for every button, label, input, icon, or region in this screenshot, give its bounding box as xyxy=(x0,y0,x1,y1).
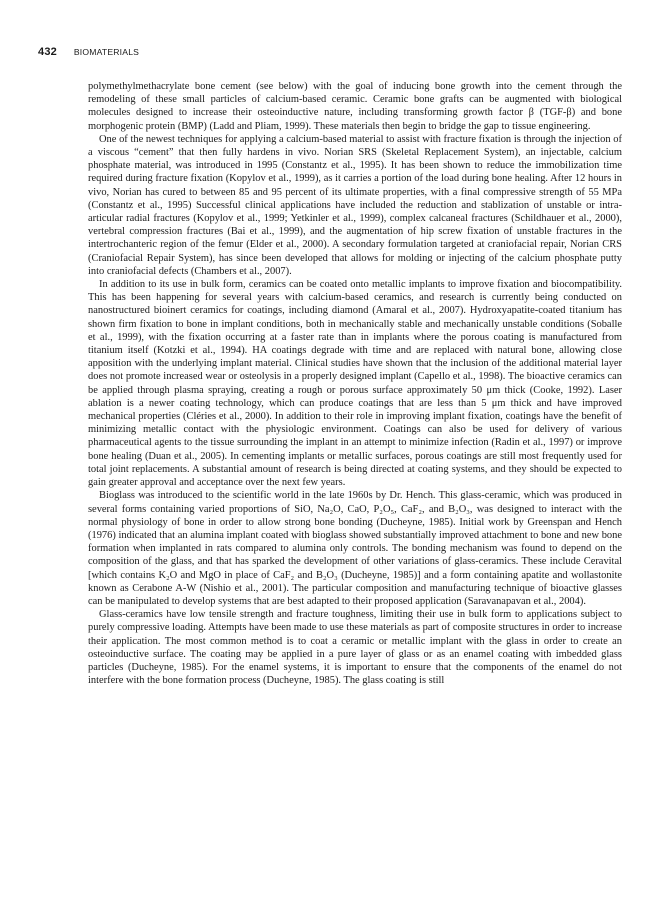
paragraph-bioglass: Bioglass was introduced to the scientific world in the late 1960s by Dr. Hench. This glass-ceramic, which was produced in several forms containing varied proportions of SiO, Na₂O, CaO, P₂O₅, CaF₂, and B₂O₃, was designed to interact with the normal physiology of bone in order to allow strong bone bonding (Ducheyne, 1985). Initial work by Greenspan and Hench (1976) indicated that an alumina implant coated with bioglass showed substantially improved attachment to bone and new bone formation when implanted in rats compared to alumina only controls. The bonding mechanism was found to depend on the composition of the glass, and that has sparked the development of other variations of glass-ceramics. These include Ceravital [which contains K₂O and MgO in place of CaF₂ and B₂O₃ (Ducheyne, 1985)] and a form containing apatite and wollastonite known as Cerabone A-W (Nishio et al., 2001). The particular composition and manufacturing technique of bioactive glasses can be manipulated to develop systems that are best adapted to their proposed application (Saravanapavan et al., 2004). xyxy=(88,490,622,607)
paragraph-coatings: In addition to its use in bulk form, ceramics can be coated onto metallic implants to improve fixation and biocompatibility. This has been happening for several years with calcium-based ceramics, and research is currently being conducted on nanostructured bioinert ceramics for coatings, including diamond (Amaral et al., 2007). Hydroxyapatite-coated titanium has shown firm fixation to bone in implant conditions, both in mechanically stable and mechanically unstable conditions (Soballe et al., 1999), with the fixation occurring at a faster rate than in implants where the porous coating is manufactured from titanium itself (Kotzki et al., 1994). HA coatings degrade with time and are replaced with natural bone, allowing close apposition with the underlying implant material. Clinical studies have shown that the inclusion of the additional material layer does not promote increased wear or osteolysis in a properly designed implant (Capello et al., 1998). The bioactive ceramics can be applied through plasma spraying, creating a rough or porous surface approximately 50 μm thick (Cooke, 1992). Laser ablation is a newer coating technology, which can produce coatings that are less than 5 μm thick and have improved mechanical properties (Cléries et al., 2000). In addition to their role in improving implant fixation, coatings have the benefit of minimizing metallic contact with the physiologic environment. Coatings can also be used for delivery of various pharmaceutical agents to the tissue surrounding the implant in an attempt to minimize infection (Radin et al., 1997) or improve bone healing (Duan et al., 2005). In cementing implants or metallic surfaces, porous coatings are still most frequently used for total joint replacements. A substantial amount of research is being directed at coating systems, and they should be expected to gain greater approval and acceptance over the next few years. xyxy=(88,279,622,489)
paragraph-continuation: polymethylmethacrylate bone cement (see below) with the goal of inducing bone growth into the cement through the remodeling of these small particles of calcium-based ceramic. Ceramic bone grafts can be augmented with biological molecules designed to increase their osteoinductive nature, including transforming growth factor β (TGF-β) and bone morphogenic protein (BMP) (Ladd and Pliam, 1999). These materials then begin to bridge the gap to tissue engineering. xyxy=(88,81,622,132)
page-number: 432 xyxy=(38,46,57,58)
paragraph-glass-ceramics: Glass-ceramics have low tensile strength and fracture toughness, limiting their use in bulk form to applications subject to purely compressive loading. Attempts have been made to use these materials as part of composite structures in order to increase their application. The most common method is to coat a ceramic or metallic implant with the glass in order to create an osteoinductive surface. The coating may be applied in a pure layer of glass or as an enamel coating with imbedded glass particles (Ducheyne, 1985). For the enamel systems, it is important to ensure that the components of the enamel do not interfere with the bone formation process (Ducheyne, 1985). The glass coating is still xyxy=(88,609,622,687)
body-text xyxy=(88,80,622,687)
page-header xyxy=(38,46,629,60)
running-title: BIOMATERIALS xyxy=(73,47,140,57)
paragraph-norian: One of the newest techniques for applying a calcium-based material to assist with fracture fixation is through the injection of a viscous “cement” that then fully hardens in vivo. Norian SRS (Skeletal Replacement System), an injectable, calcium phosphate material, was introduced in 1995 (Constantz et al., 1995). It has been shown to reduce the immobilization time required during fracture fixation (Kopylov et al., 1999), as it carries a portion of the load during bone healing. After 12 hours in vivo, Norian has cured to between 85 and 95 percent of its ultimate properties, with a final compressive strength of 55 MPa (Constantz et al., 1995) Successful clinical applications have included the reduction and stablization of unstable or intra-articular radial fractures (Kopylov et al., 1999; Yetkinler et al., 1999), complex calcaneal fractures (Schildhauer et al., 2000), vertebral compression fractures (Bai et al., 1999), and the augmentation of hip screw fixation of unstable fractures in the intertrochanteric region of the femur (Elder et al., 2000). A secondary formulation targeted at craniofacial repair, Norian CRS (Craniofacial Repair System), has since been developed that allows for molding or injecting of the calcium phosphate putty into craniofacial defects (Chambers et al., 2007). xyxy=(88,133,622,277)
